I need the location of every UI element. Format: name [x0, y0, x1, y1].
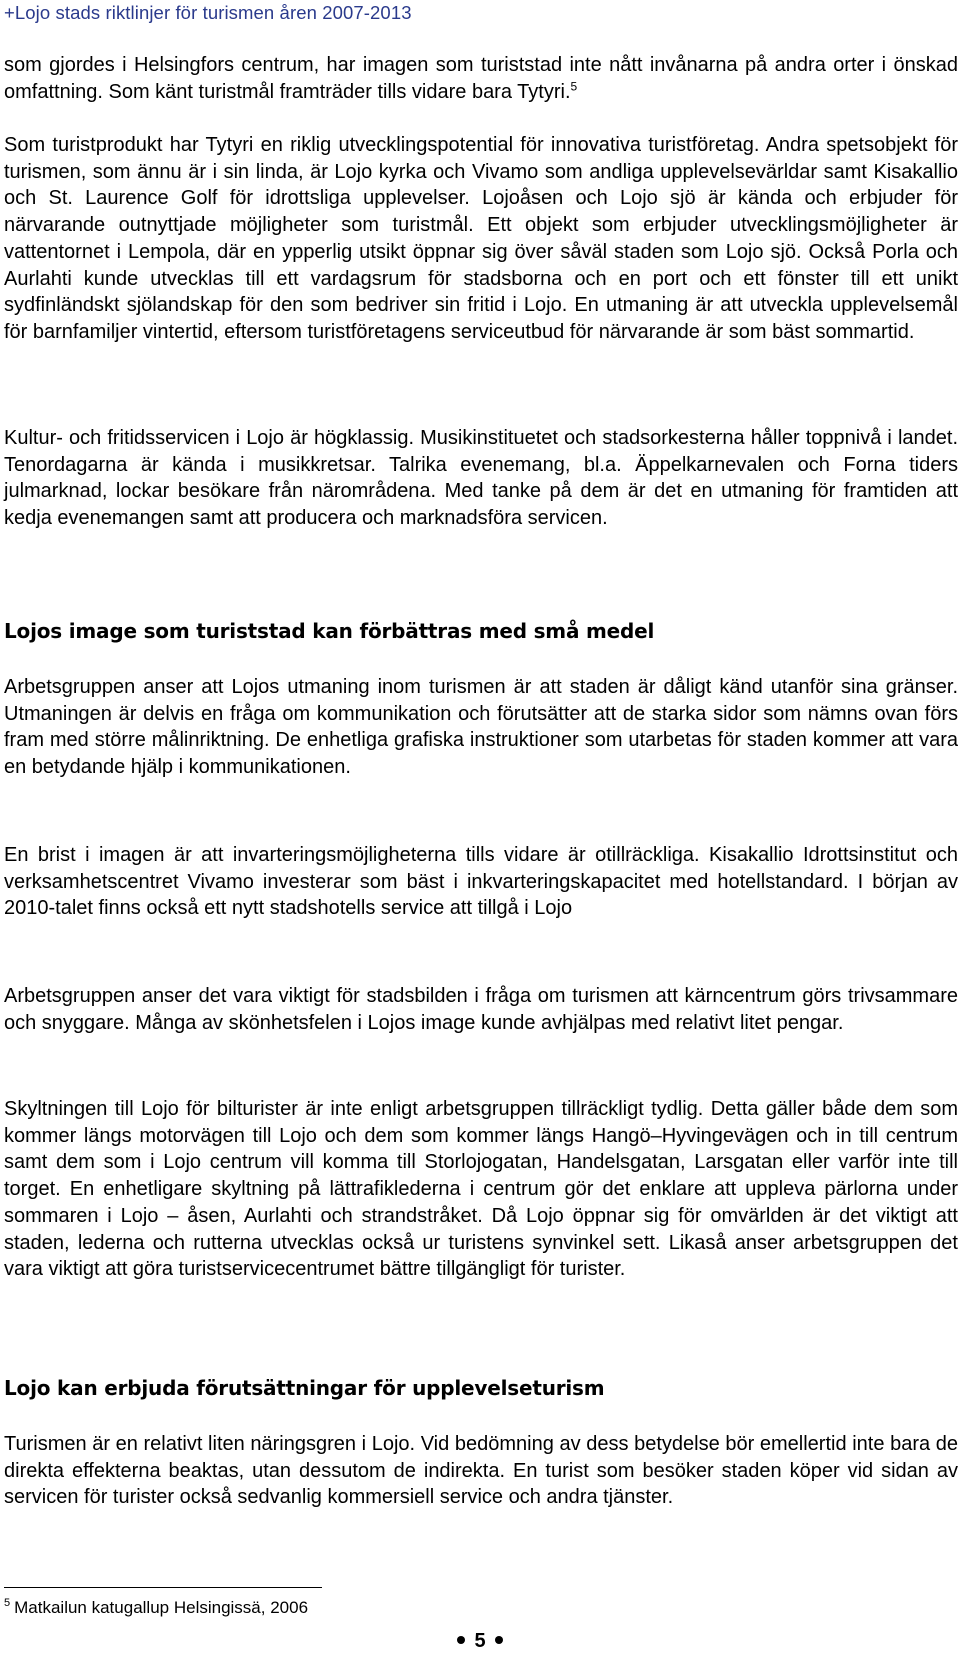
running-header: +Lojo stads riktlinjer för turismen åren 2007-2013 [4, 2, 412, 23]
paragraph-6: Arbetsgruppen anser det vara viktigt för stadsbilden i fråga om turismen att kärncentrum görs trivsammare och snyggare. Många av skönhetsfelen i Lojos image kunde avhjälpas med relativt litet pengar. [4, 985, 958, 1034]
paragraph-4-block [4, 674, 958, 781]
footnote-reference[interactable]: 5 [570, 79, 578, 94]
paragraph-8-block [4, 1431, 958, 1511]
paragraph-3: Kultur- och fritidsservicen i Lojo är högklassig. Musikinstituetet och stadsorkesterna håller toppnivå i landet. Tenordagarna är kända i musikkretsar. Talrika evenemang, bl.a. Äppelkarnevalen och Forna tiders julmarknad, lockar besökare från närområdena. Med tanke på dem är det en utmaning för framtiden att kedja evenemangen samt att producera och marknadsföra servicen. [4, 427, 958, 530]
page-number: 5 [474, 1630, 486, 1652]
footnote-text: Matkailun katugallup Helsingissä, 2006 [14, 1598, 309, 1617]
paragraph-3-block [4, 425, 958, 532]
paragraph-2-block [4, 132, 958, 346]
paragraph-1 [4, 52, 958, 105]
section-heading-experience-tourism: Lojo kan erbjuda förutsättningar för upplevelseturism [4, 1376, 605, 1400]
section-heading-image: Lojos image som turiststad kan förbättras med små medel [4, 619, 655, 643]
bullet-right-icon [495, 1636, 503, 1644]
paragraph-8: Turismen är en relativt liten näringsgren i Lojo. Vid bedömning av dess betydelse bör emellertid inte bara de direkta effekterna beaktas, utan dessutom de indirekta. En turist som besöker staden köper vid sidan av servicen för turister också sedvanlig kommersiell service och andra tjänster. [4, 1433, 958, 1509]
section-heading-2-block [4, 1375, 958, 1402]
footnote-separator [4, 1587, 322, 1588]
paragraph-4: Arbetsgruppen anser att Lojos utmaning inom turismen är att staden är dåligt känd utanför sina gränser. Utmaningen är delvis en fråga om kommunikation och förutsätter att de starka sidor som nämns ovan förs fram med större målinriktning. De enhetliga grafiska instruktioner som utarbetas för staden kommer att vara en betydande hjälp i kommunikationen. [4, 676, 958, 779]
page-number-footer [0, 1629, 960, 1653]
paragraph-7: Skyltningen till Lojo för bilturister är inte enligt arbetsgruppen tillräckligt tydlig. Detta gäller både dem som kommer längs motorvägen till Lojo och dem som kommer längs Hangö–Hyvingevägen och in till centrum samt dem som i Lojo centrum vill komma till Storlojogatan, Handelsgatan, Larsgatan eller varför inte till torget. En enhetligare skyltning på lättrafiklederna i centrum gör det enklare att uppleva pärlorna under sommaren i Lojo – åsen, Aurlahti och strandstråket. Då Lojo öppnar sig för omvärlden är det viktigt att staden, lederna och rutterna utvecklas också ur turistens synvinkel sett. Likaså anser arbetsgruppen det vara viktigt att göra turistservicecentrumet bättre tillgängligt för turister. [4, 1098, 958, 1281]
paragraph-1-text: som gjordes i Helsingfors centrum, har imagen som turiststad inte nått invånarna på andra orter i önskad omfattning. Som känt turistmål framträder tills vidare bara Tytyri. [4, 54, 958, 103]
paragraph-6-block [4, 983, 958, 1036]
paragraph-2: Som turistprodukt har Tytyri en riklig utvecklingspotential för innovativa turistföretag. Andra spetsobjekt för turismen, som ännu är i sin linda, är Lojo kyrka och Vivamo som andliga upplevelsevärldar samt Kisakallio och St. Laurence Golf för idrottsliga upplevelser. Lojoåsen och Lojo sjö är kända och erbjuder för närvarande outnyttjade möjligheter som turistmål. Ett objekt som erbjuder utvecklingsmöjligheter är vattentornet i Lempola, där en ypperlig utsikt öppnar sig över såväl staden som Lojo sjö. Också Porla och Aurlahti kunde utvecklas till ett vardagsrum för stadsborna och en port och ett fönster till ett unikt sydfinländskt sjölandskap för den som bedriver sin fritid i Lojo. En utmaning är att utveckla upplevelsemål för barnfamiljer vintertid, eftersom turistföretagens serviceutbud för närvarande är som bäst sommartid. [4, 134, 958, 343]
paragraph-7-block [4, 1096, 958, 1283]
footnote [4, 1597, 308, 1619]
footnote-mark: 5 [4, 1597, 11, 1610]
paragraph-5: En brist i imagen är att invarteringsmöjligheterna tills vidare är otillräckliga. Kisakallio Idrottsinstitut och verksamhetscentret Vivamo investerar som bäst i inkvarteringskapacitet med hotellstandard. I början av 2010-talet finns också ett nytt stadshotells service att tillgå i Lojo [4, 844, 958, 920]
bullet-left-icon [457, 1636, 465, 1644]
paragraph-1-block [4, 52, 958, 105]
paragraph-5-block [4, 842, 958, 922]
section-heading-1-block [4, 618, 958, 645]
